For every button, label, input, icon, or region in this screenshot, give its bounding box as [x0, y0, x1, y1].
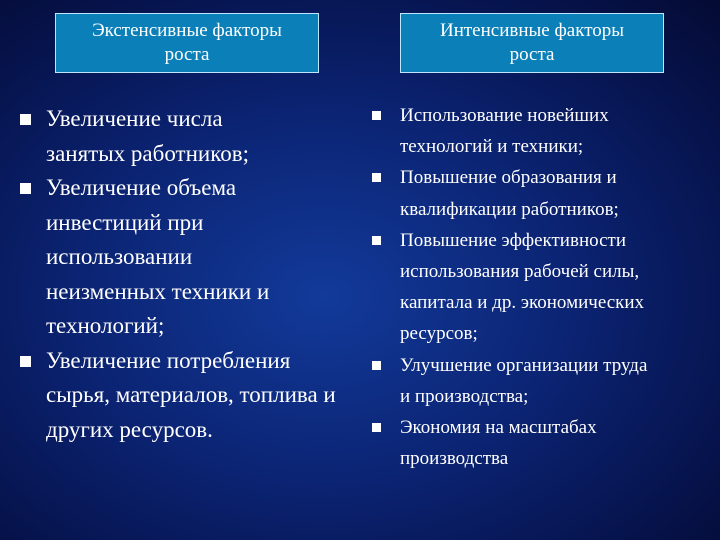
intensive-factors-header	[400, 13, 664, 73]
list-item-text: Увеличение объема инвестиций при использовании неизменных техники и технологий;	[46, 175, 270, 338]
square-bullet-icon	[20, 183, 31, 194]
square-bullet-icon	[372, 236, 381, 245]
extensive-header-line1: Экстенсивные факторы	[92, 20, 282, 41]
square-bullet-icon	[372, 423, 381, 432]
intensive-header-line1: Интенсивные факторы	[439, 20, 625, 41]
list-item-text: Улучшение организации труда и производства;	[400, 354, 648, 407]
square-bullet-icon	[20, 356, 31, 367]
square-bullet-icon	[372, 361, 381, 370]
list-item-text: Увеличение числа занятых работников;	[46, 106, 249, 166]
list-item	[372, 100, 645, 162]
list-item	[372, 350, 660, 412]
extensive-factors-list	[20, 102, 350, 447]
list-item-text: Использование новейших технологий и техники;	[400, 105, 609, 158]
list-item-text: Повышение образования и квалификации работников;	[400, 167, 619, 220]
square-bullet-icon	[372, 173, 381, 182]
intensive-header-line2: роста	[509, 44, 555, 65]
list-item	[20, 102, 291, 171]
list-item	[372, 225, 700, 350]
square-bullet-icon	[20, 114, 31, 125]
list-item-text: Экономия на масштабах производства	[400, 417, 597, 470]
list-item	[372, 162, 680, 224]
square-bullet-icon	[372, 111, 381, 120]
intensive-factors-list	[372, 100, 712, 474]
extensive-header-line2: роста	[164, 44, 210, 65]
list-item	[20, 171, 316, 344]
list-item-text: Увеличение потребления сырья, материалов, топлива и других ресурсов.	[46, 347, 336, 442]
list-item	[372, 412, 650, 474]
extensive-factors-header	[55, 13, 319, 73]
list-item	[20, 344, 346, 448]
list-item-text: Повышение эффективности использования рабочей силы, капитала и др. экономических ресурсов;	[400, 229, 645, 345]
